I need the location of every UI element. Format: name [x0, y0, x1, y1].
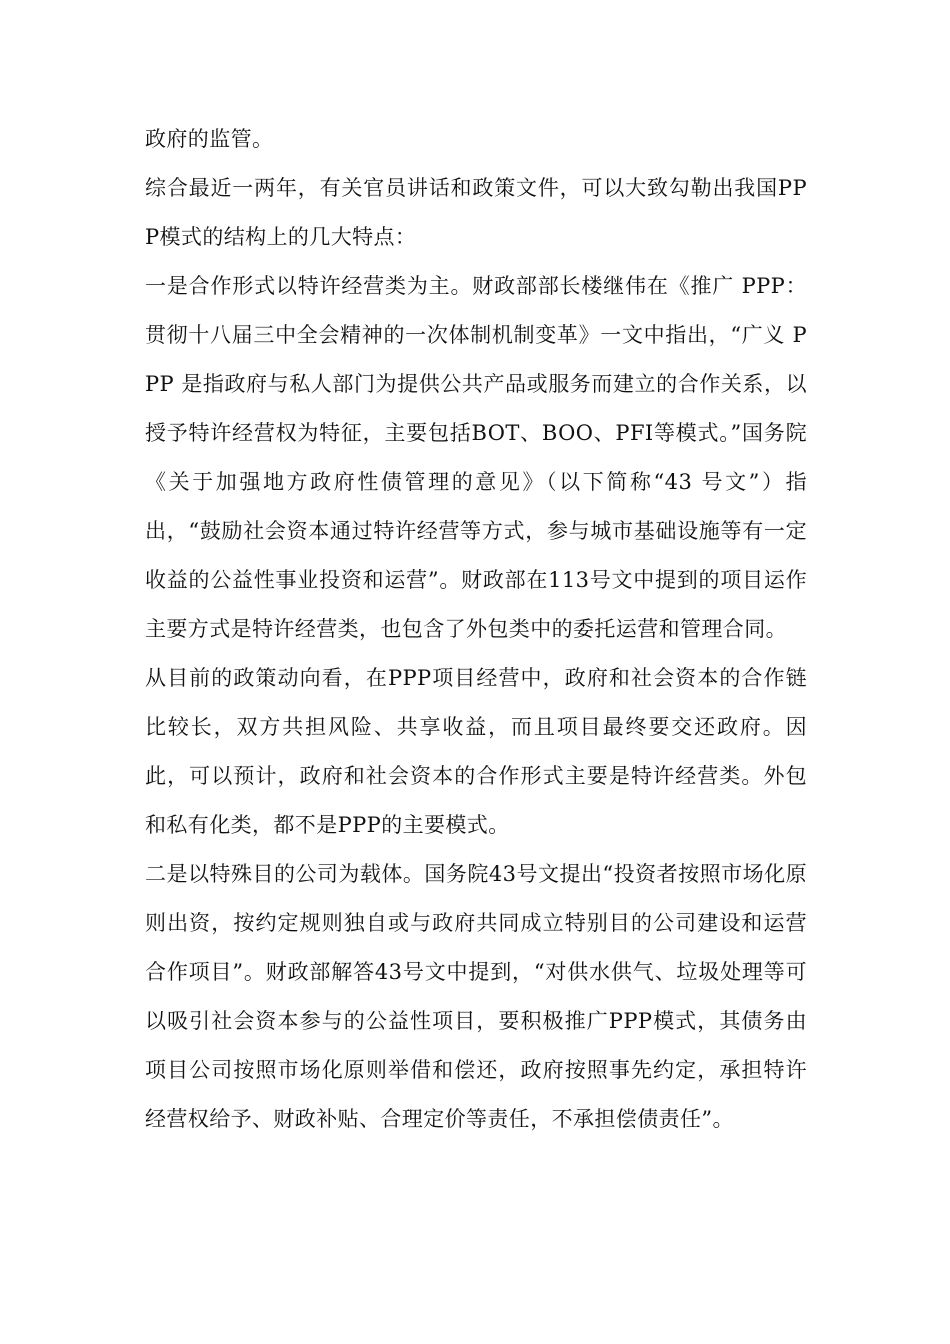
- paragraph-special-purpose-company: 二是以特殊目的公司为载体。国务院43号文提出“投资者按照市场化原则出资，按约定规则独自或与政府共同成立特别目的公司建设和运营合作项目”。财政部解答43号文中提到，“对供水供气、垃圾处理等可以吸引社会资本参与的公益性项目，要积极推广PPP模式，其债务由项目公司按照市场化原则举借和偿还，政府按照事先约定，承担特许经营权给予、财政补贴、合理定价等责任，不承担偿债责任”。: [145, 862, 807, 1131]
- paragraph-supervision: 政府的监管。: [145, 127, 274, 151]
- paragraph-franchise-form: 一是合作形式以特许经营类为主。财政部部长楼继伟在《推广 PPP：贯彻十八届三中全会精神的一次体制机制变革》一文中指出，“广义 PPP 是指政府与私人部门为提供公共产品或服务而建立的合作关系，以授予特许经营权为特征，主要包括BOT、BOO、PFI等模式。”国务院《关于加强地方政府性债管理的意见》（以下简称“43 号文”）指出，“鼓励社会资本通过特许经营等方式，参与城市基础设施等有一定收益的公益性事业投资和运营”。财政部在113号文中提到的项目运作主要方式是特许经营类，也包含了外包类中的委托运营和管理合同。: [145, 274, 807, 641]
- document-body: [145, 115, 807, 1144]
- paragraph-ppp-features-intro: 综合最近一两年，有关官员讲话和政策文件，可以大致勾勒出我国PPP模式的结构上的几大特点：: [145, 176, 807, 249]
- paragraph-policy-trend: 从目前的政策动向看，在PPP项目经营中，政府和社会资本的合作链比较长，双方共担风险、共享收益，而且项目最终要交还政府。因此，可以预计，政府和社会资本的合作形式主要是特许经营类。外包和私有化类，都不是PPP的主要模式。: [145, 666, 807, 837]
